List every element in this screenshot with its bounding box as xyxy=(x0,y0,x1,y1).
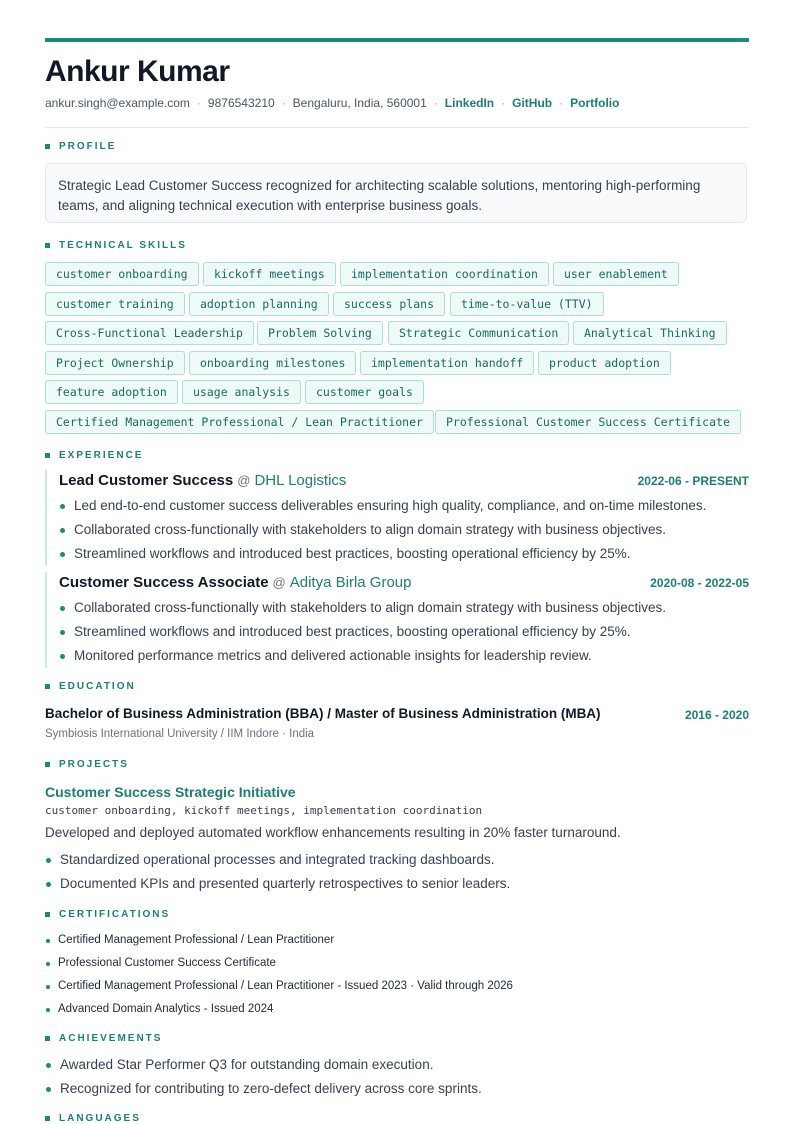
skill-chip: Strategic Communication xyxy=(388,321,569,345)
section-heading-projects: PROJECTS xyxy=(45,759,129,770)
job-title-2: Customer Success Associate @ Aditya Birla Group xyxy=(59,574,412,591)
contact-line: ankur.singh@example.com · 9876543210 · Bengaluru, India, 560001 · LinkedIn · GitHub · Portfolio xyxy=(45,96,620,110)
education-dates: 2016 - 2020 xyxy=(684,708,749,722)
job-title-1: Lead Customer Success @ DHL Logistics xyxy=(59,472,347,489)
list-item: Awarded Star Performer Q3 for outstanding domain execution. xyxy=(60,1053,482,1077)
project-title: Customer Success Strategic Initiative xyxy=(45,784,296,800)
section-heading-education: EDUCATION xyxy=(45,681,136,692)
list-item: Streamlined workflows and introduced best practices, boosting operational efficiency by 25%. xyxy=(74,542,706,566)
section-heading-skills: TECHNICAL SKILLS xyxy=(45,240,187,251)
project-bullets xyxy=(60,848,510,896)
list-item: Collaborated cross-functionally with stakeholders to align domain strategy with business objectives. xyxy=(74,596,666,620)
skill-chip: user enablement xyxy=(553,262,679,286)
section-heading-certifications: CERTIFICATIONS xyxy=(45,909,170,920)
skill-chip: customer training xyxy=(45,292,185,316)
phone[interactable]: 9876543210 xyxy=(207,96,275,110)
list-item: Collaborated cross-functionally with stakeholders to align domain strategy with business objectives. xyxy=(74,518,706,542)
achievements-list xyxy=(60,1053,482,1101)
location: Bengaluru, India, 560001 xyxy=(292,96,427,110)
list-item: Led end-to-end customer success deliverables ensuring high quality, compliance, and on-time milestones. xyxy=(74,494,706,518)
job-dates-2: 2020-08 - 2022-05 xyxy=(650,576,749,590)
accent-bar xyxy=(45,38,749,42)
skill-chip: Analytical Thinking xyxy=(573,321,727,345)
skill-chip: kickoff meetings xyxy=(203,262,336,286)
project-description: Developed and deployed automated workflow enhancements resulting in 20% faster turnaround. xyxy=(45,825,621,840)
list-item: Certified Management Professional / Lean Practitioner xyxy=(58,929,513,952)
skill-chip: onboarding milestones xyxy=(189,351,356,375)
section-heading-experience: EXPERIENCE xyxy=(45,450,143,461)
section-heading-languages: LANGUAGES xyxy=(45,1113,141,1124)
skill-chip: success plans xyxy=(333,292,445,316)
degree-title: Bachelor of Business Administration (BBA) / Master of Business Administration (MBA) xyxy=(45,706,601,721)
school-name: Symbiosis International University / IIM Indore · India xyxy=(45,728,315,740)
job-dates-1: 2022-06 - PRESENT xyxy=(637,474,749,488)
list-item: Documented KPIs and presented quarterly retrospectives to senior leaders. xyxy=(60,872,510,896)
skill-chip: implementation handoff xyxy=(360,351,534,375)
skill-chip: Certified Management Professional / Lean Practitioner xyxy=(45,410,434,434)
company-name: Aditya Birla Group xyxy=(289,574,412,591)
skill-chip: customer onboarding xyxy=(45,262,199,286)
header-divider xyxy=(45,127,749,128)
job-bullets-2 xyxy=(74,596,666,668)
candidate-name: Ankur Kumar xyxy=(45,55,230,88)
company-name: DHL Logistics xyxy=(254,472,347,489)
skill-chip: Problem Solving xyxy=(257,321,383,345)
skill-chip: time-to-value (TTV) xyxy=(450,292,604,316)
skill-chip: Professional Customer Success Certificate xyxy=(435,410,741,434)
certifications-list xyxy=(58,929,513,1021)
job-timeline-line xyxy=(45,572,47,668)
section-heading-profile: PROFILE xyxy=(45,141,116,152)
list-item: Streamlined workflows and introduced best practices, boosting operational efficiency by 25%. xyxy=(74,620,666,644)
profile-summary: Strategic Lead Customer Success recognized for architecting scalable solutions, mentoring high-performing teams, and aligning technical execution with enterprise business goals. xyxy=(45,163,747,223)
list-item: Recognized for contributing to zero-defect delivery across core sprints. xyxy=(60,1077,482,1101)
skill-chip: Project Ownership xyxy=(45,351,185,375)
skill-chip: implementation coordination xyxy=(340,262,549,286)
email[interactable]: ankur.singh@example.com xyxy=(45,96,190,110)
skill-chip: feature adoption xyxy=(45,380,178,404)
list-item: Professional Customer Success Certificate xyxy=(58,952,513,975)
skill-chip: customer goals xyxy=(305,380,424,404)
skill-chip: usage analysis xyxy=(182,380,301,404)
portfolio-link[interactable]: Portfolio xyxy=(570,96,620,110)
skill-chip: product adoption xyxy=(538,351,671,375)
job-bullets-1 xyxy=(74,494,706,566)
skill-chip: Cross-Functional Leadership xyxy=(45,321,254,345)
list-item: Certified Management Professional / Lean Practitioner - Issued 2023 · Valid through 2026 xyxy=(58,975,513,998)
list-item: Standardized operational processes and integrated tracking dashboards. xyxy=(60,848,510,872)
project-tech-stack: customer onboarding, kickoff meetings, implementation coordination xyxy=(45,804,483,817)
list-item: Advanced Domain Analytics - Issued 2024 xyxy=(58,998,513,1021)
skill-chip: adoption planning xyxy=(189,292,329,316)
list-item: Monitored performance metrics and delivered actionable insights for leadership review. xyxy=(74,644,666,668)
section-heading-achievements: ACHIEVEMENTS xyxy=(45,1033,162,1044)
job-timeline-line xyxy=(45,470,47,566)
github-link[interactable]: GitHub xyxy=(512,96,553,110)
linkedin-link[interactable]: LinkedIn xyxy=(444,96,495,110)
